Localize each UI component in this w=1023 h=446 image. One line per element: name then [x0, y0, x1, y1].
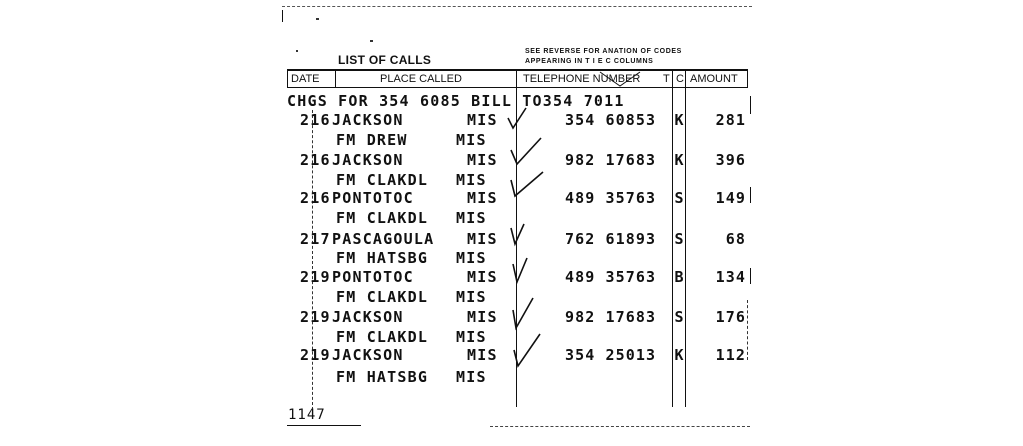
column-header-t: T — [663, 73, 670, 85]
call-phone: 982 17683 — [565, 151, 657, 169]
call-date: 216 — [300, 111, 331, 129]
codes-note-line2: APPEARING IN T I E C COLUMNS — [525, 58, 654, 65]
call-place: JACKSON — [332, 308, 404, 326]
column-rule-c — [685, 69, 686, 407]
call-from: FM CLAKDL — [336, 209, 429, 227]
call-code: K — [674, 111, 684, 129]
call-code: B — [674, 268, 684, 286]
call-from: FM HATSBG — [336, 249, 429, 267]
stray-mark — [296, 50, 298, 52]
call-state: MIS — [467, 189, 498, 207]
call-amount: 68 — [725, 230, 746, 248]
call-state: MIS — [467, 308, 498, 326]
call-from: FM HATSBG — [336, 368, 429, 386]
check-mark-icon — [511, 224, 524, 244]
call-date: 216 — [300, 189, 331, 207]
call-code: S — [674, 189, 684, 207]
header-right-rule — [747, 69, 748, 88]
call-from: FM DREW — [336, 131, 408, 149]
call-phone: 354 25013 — [565, 346, 657, 364]
call-amount: 134 — [715, 268, 746, 286]
call-state: MIS — [467, 346, 498, 364]
top-dashed-border — [282, 6, 752, 7]
call-date: 219 — [300, 346, 331, 364]
call-place: PONTOTOC — [332, 189, 414, 207]
stray-mark — [370, 40, 373, 42]
call-from-state: MIS — [456, 249, 487, 267]
header-bottom-rule — [287, 87, 748, 88]
call-from-state: MIS — [456, 288, 487, 306]
header-divider-date — [335, 69, 336, 88]
call-date: 219 — [300, 308, 331, 326]
call-from-state: MIS — [456, 368, 487, 386]
codes-note-line1: SEE REVERSE FOR ANATION OF CODES — [525, 48, 682, 55]
call-code: S — [674, 230, 684, 248]
stray-mark — [316, 18, 319, 20]
check-mark-icon — [508, 108, 526, 128]
page-title: LIST OF CALLS — [338, 53, 432, 67]
stray-right-bar — [750, 268, 751, 284]
call-code: K — [674, 346, 684, 364]
column-rule-t — [672, 69, 673, 407]
call-date: 216 — [300, 151, 331, 169]
call-phone: 982 17683 — [565, 308, 657, 326]
call-state: MIS — [467, 230, 498, 248]
header-top-rule — [287, 69, 748, 71]
call-amount: 281 — [715, 111, 746, 129]
call-from-state: MIS — [456, 131, 487, 149]
footer-dashed-rule — [490, 426, 750, 427]
column-rule-place-phone — [516, 69, 517, 407]
call-phone: 489 35763 — [565, 268, 657, 286]
call-place: PONTOTOC — [332, 268, 414, 286]
left-tick-mark — [282, 10, 283, 22]
call-from: FM CLAKDL — [336, 171, 429, 189]
call-from: FM CLAKDL — [336, 288, 429, 306]
footer-rule — [287, 425, 361, 426]
call-from-state: MIS — [456, 209, 487, 227]
call-amount: 149 — [715, 189, 746, 207]
column-header-c: C — [676, 73, 684, 85]
call-place: JACKSON — [332, 346, 404, 364]
column-header-place: PLACE CALLED — [380, 73, 462, 85]
call-place: JACKSON — [332, 111, 404, 129]
summary-right-bar — [750, 96, 751, 114]
call-phone: 762 61893 — [565, 230, 657, 248]
call-from-state: MIS — [456, 328, 487, 346]
header-left-rule — [287, 69, 288, 88]
call-phone: 489 35763 — [565, 189, 657, 207]
call-state: MIS — [467, 151, 498, 169]
call-phone: 354 60853 — [565, 111, 657, 129]
check-mark-icon — [514, 334, 540, 366]
call-from-state: MIS — [456, 171, 487, 189]
call-date: 217 — [300, 230, 331, 248]
call-date: 219 — [300, 268, 331, 286]
amount-dashed-guide — [747, 300, 748, 360]
call-code: S — [674, 308, 684, 326]
summary-line: CHGS FOR 354 6085 BILL TO354 7011 — [287, 92, 625, 110]
call-state: MIS — [467, 111, 498, 129]
column-header-date: DATE — [291, 73, 320, 85]
call-from: FM CLAKDL — [336, 328, 429, 346]
call-amount: 396 — [715, 151, 746, 169]
call-place: JACKSON — [332, 151, 404, 169]
page-number: 1147 — [288, 407, 326, 423]
call-amount: 176 — [715, 308, 746, 326]
call-place: PASCAGOULA — [332, 230, 435, 248]
call-amount: 112 — [715, 346, 746, 364]
column-header-telephone: TELEPHONE NUMBER — [523, 73, 641, 85]
call-state: MIS — [467, 268, 498, 286]
stray-right-bar — [750, 187, 751, 203]
column-header-amount: AMOUNT — [690, 73, 738, 85]
call-code: K — [674, 151, 684, 169]
